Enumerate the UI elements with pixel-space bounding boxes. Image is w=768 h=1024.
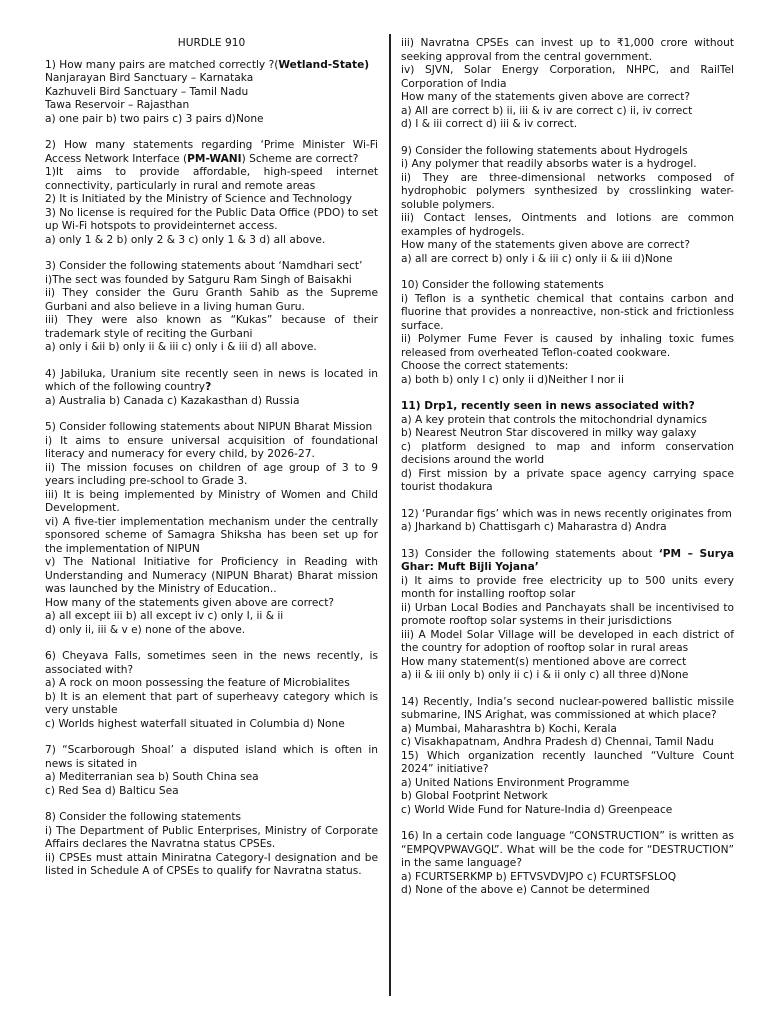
question-line: a) both b) only I c) only ii d)Neither I nor ii	[401, 373, 624, 386]
question-line: ii) Polymer Fume Fever is caused by inhaling toxic fumes released from overheated Teflon-coated cookware.	[401, 333, 734, 359]
question-line: 2) It is Initiated by the Ministry of Science and Technology	[45, 193, 353, 205]
stem-bold-text: ‘PM – Surya Ghar: Muft Bijli Yojana’	[401, 547, 734, 573]
question-line: 3) No license is required for the Public Data Office (PDO) to set up Wi-Fi hotspots to provideinternet access.	[45, 206, 379, 232]
question-block	[45, 260, 378, 355]
question-block	[401, 548, 734, 683]
question-block	[45, 744, 378, 798]
question-line: a) FCURTSERKMP b) EFTVSVDVJPO c) FCURTSFSLOQ	[401, 870, 677, 883]
question-stem	[45, 260, 378, 274]
stem-text: 2) How many statements regarding ‘Prime Minister Wi-Fi Access Network Interface (	[45, 139, 378, 165]
question-stem	[401, 830, 734, 871]
stem-bold-text: 11) Drp1, recently seen in news associated with?	[401, 400, 695, 412]
question-line: a) all except iii b) all except iv c) only I, ii & ii	[45, 610, 284, 622]
question-stem	[401, 279, 734, 293]
question-line: d) I & iii correct d) iii & iv correct.	[401, 118, 578, 130]
question-block	[401, 400, 734, 495]
stem-text: 1) How many pairs are matched correctly ?(	[45, 58, 279, 71]
question-line: ii) Urban Local Bodies and Panchayats shall be incentivised to promote rooftop solar systems in their jurisdictions	[401, 601, 734, 627]
question-line: c) Red Sea d) Balticu Sea	[45, 784, 179, 797]
question-line: Kazhuveli Bird Sanctuary – Tamil Nadu	[45, 85, 249, 98]
question-line: a) All are correct b) ii, iii & iv are correct c) ii, iv correct	[401, 104, 693, 117]
question-line: iii) They were also known as “Kukas” because of their trademark style of reciting the Gurbani	[45, 314, 378, 340]
question-line: i)The sect was founded by Satguru Ram Singh of Baisakhi	[45, 273, 352, 286]
stem-text: 6) Cheyava Falls, sometimes seen in the news recently, is associated with?	[45, 650, 378, 676]
question-line: ii) The mission focuses on children of age group of 3 to 9 years including pre-school to Grade 3.	[45, 461, 378, 487]
question-block	[401, 508, 734, 535]
question-line: b) Global Footprint Network	[401, 790, 548, 802]
stem-text: 8) Consider the following statements	[45, 811, 242, 823]
question-block	[401, 145, 734, 267]
question-line: How many of the statements given above are correct?	[45, 596, 335, 609]
question-line: i) Teflon is a synthetic chemical that contains carbon and fluorine that provides a nonreactive, non-stick and frictionless surface.	[401, 292, 734, 332]
question-line: a) A rock on moon possessing the feature of Microbialites	[45, 677, 350, 689]
question-block	[45, 421, 378, 637]
question-line: How many statement(s) mentioned above are correct	[401, 655, 687, 668]
question-block	[45, 811, 378, 879]
question-stem	[401, 400, 734, 414]
question-line: b) It is an element that part of superheavy category which is very unstable	[45, 690, 378, 716]
stem-text: 9) Consider the following statements about Hydrogels	[401, 144, 688, 157]
stem-text: 4) Jabiluka, Uranium site recently seen in news is located in which of the following country	[45, 367, 378, 393]
question-stem	[45, 59, 378, 73]
question-line: d) None of the above e) Cannot be determined	[401, 884, 650, 896]
question-stem	[401, 145, 734, 159]
stem-text: 14) Recently, India’s second nuclear-powered ballistic missile submarine, INS Arighat, was commissioned at which place?	[401, 695, 734, 721]
stem-text: 10) Consider the following statements	[401, 279, 604, 291]
question-line: c) platform designed to map and inform conservation decisions around the world	[401, 440, 734, 466]
stem-text: ) Scheme are correct?	[241, 152, 359, 165]
question-line: a) one pair b) two pairs c) 3 pairs d)None	[45, 112, 264, 125]
question-line: a) Mumbai, Maharashtra b) Kochi, Kerala	[401, 722, 617, 735]
question-line: a) ii & iii only b) only ii c) i & ii only c) all three d)None	[401, 669, 689, 681]
question-line: c) Worlds highest waterfall situated in Columbia d) None	[45, 717, 345, 730]
question-line: d) only ii, iii & v e) none of the above.	[45, 623, 246, 636]
question-stem	[401, 696, 734, 723]
question-line: 15) Which organization recently launched “Vulture Count 2024” initiative?	[401, 749, 734, 775]
question-block	[45, 59, 378, 127]
right-column	[401, 37, 734, 898]
question-stem	[45, 139, 378, 166]
question-line: ii) They are three-dimensional networks composed of hydrophobic polymers synthesized by crosslinking water-soluble polymers.	[401, 171, 734, 211]
question-line: ii) CPSEs must attain Miniratna Category-I designation and be listed in Schedule A of CPSEs to qualify for Navratna status.	[45, 851, 378, 877]
question-stem	[45, 744, 378, 771]
question-line: iv) SJVN, Solar Energy Corporation, NHPC, and RailTel Corporation of India	[401, 64, 734, 90]
question-line: Nanjarayan Bird Sanctuary – Karnataka	[45, 72, 254, 84]
stem-text: 7) “Scarborough Shoal’ a disputed island which is often in news is sitated in	[45, 744, 378, 770]
question-line: a) Jharkand b) Chattisgarh c) Maharastra d) Andra	[401, 521, 667, 533]
page-title: HURDLE 910	[177, 37, 246, 49]
question-line: a) Mediterranian sea b) South China sea	[45, 771, 259, 783]
question-line: c) World Wide Fund for Nature-India d) Greenpeace	[401, 803, 673, 816]
question-line: c) Visakhapatnam, Andhra Pradesh d) Chennai, Tamil Nadu	[401, 736, 714, 748]
question-line: 1)It aims to provide affordable, high-speed internet connectivity, particularly in rural and remote areas	[45, 166, 378, 192]
question-line: a) United Nations Environment Programme	[401, 776, 630, 789]
left-column	[45, 37, 378, 879]
question-line: ii) They consider the Guru Granth Sahib as the Supreme Gurbani and also believe in a living human Guru.	[45, 287, 378, 313]
question-line: How many of the statements given above are correct?	[401, 91, 691, 103]
question-line: iii) Navratna CPSEs can invest up to ₹1,000 crore without seeking approval from the central government.	[401, 37, 734, 63]
question-line: a) all are correct b) only i & iii c) only ii & iii d)None	[401, 252, 673, 265]
question-line: i) The Department of Public Enterprises, Ministry of Corporate Affairs declares the Navratna status CPSEs.	[45, 824, 378, 850]
question-stem	[45, 368, 378, 395]
stem-text: 5) Consider following statements about NIPUN Bharat Mission	[45, 421, 373, 433]
question-line: b) Nearest Neutron Star discovered in milky way galaxy	[401, 427, 697, 439]
question-line: a) only 1 & 2 b) only 2 & 3 c) only 1 & 3 d) all above.	[45, 233, 326, 246]
column-divider	[389, 34, 391, 996]
question-line: a) only i &ii b) only ii & iii c) only i & iii d) all above.	[45, 341, 317, 353]
stem-bold-text: Wetland-State)	[278, 58, 370, 71]
stem-text: 12) ‘Purandar figs’ which was in news recently originates from	[401, 507, 732, 520]
question-block	[45, 650, 378, 731]
question-line: d) First mission by a private space agency carrying space tourist thodakura	[401, 467, 734, 493]
question-stem	[45, 650, 378, 677]
stem-bold-text: ?	[205, 381, 212, 393]
question-line: How many of the statements given above are correct?	[401, 239, 691, 251]
question-line: iii) Contact lenses, Ointments and lotions are common examples of hydrogels.	[401, 212, 734, 238]
question-block	[401, 830, 734, 898]
question-line: a) Australia b) Canada c) Kazakasthan d) Russia	[45, 394, 300, 407]
stem-bold-text: PM-WANI	[187, 152, 242, 165]
question-block	[45, 139, 378, 247]
question-line: Tawa Reservoir – Rajasthan	[45, 99, 190, 111]
question-line: vi) A five-tier implementation mechanism under the centrally sponsored scheme of Samagra Shiksha has been set up for the implementation of NIPUN	[45, 515, 378, 555]
question-stem	[401, 548, 734, 575]
question-line: a) A key protein that controls the mitochondrial dynamics	[401, 413, 708, 426]
question-line: i) It aims to ensure universal acquisition of foundational literacy and numeracy for every child, by 2026-27.	[45, 434, 378, 460]
question-line: v) The National Initiative for Proficiency in Reading with Understanding and Numeracy (NIPUN Bharat) Bharat mission was launched by the Ministry of Education..	[45, 556, 378, 595]
question-block	[401, 696, 734, 818]
question-stem	[45, 811, 378, 825]
question-line: iii) A Model Solar Village will be developed in each district of the country for adoption of rooftop solar in rural areas	[401, 628, 734, 654]
question-line: i) It aims to provide free electricity up to 500 units every month for installing rooftop solar	[401, 574, 734, 600]
question-block	[401, 37, 734, 132]
question-stem	[401, 508, 734, 522]
question-line: Choose the correct statements:	[401, 360, 569, 372]
stem-text: 13) Consider the following statements about	[401, 547, 659, 560]
question-line: iii) It is being implemented by Ministry of Women and Child Development.	[45, 488, 378, 514]
stem-text: 16) In a certain code language “CONSTRUCTION” is written as “EMPQVPWAVGQL”. What will be the code for “DESTRUCTION” in the same language?	[401, 830, 734, 869]
stem-text: 3) Consider the following statements about ‘Namdhari sect’	[45, 260, 363, 272]
question-line: i) Any polymer that readily absorbs water is a hydrogel.	[401, 158, 697, 170]
question-stem	[45, 421, 378, 435]
question-block	[401, 279, 734, 387]
question-block	[45, 368, 378, 409]
